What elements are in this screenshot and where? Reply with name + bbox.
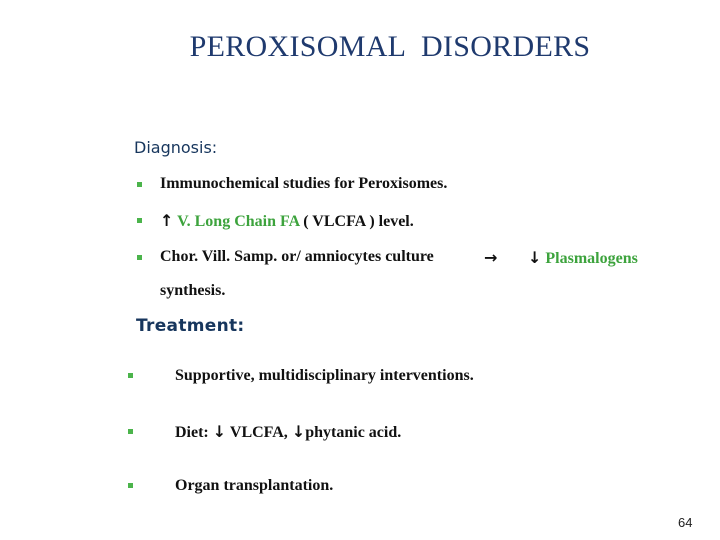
down-arrow-icon: ↓ (528, 248, 542, 267)
treatment-item-2 (175, 422, 401, 442)
bullet-icon (128, 373, 133, 378)
bullet-icon (137, 255, 142, 260)
diagnosis-item-2 (160, 211, 414, 231)
treatment-item-3: Organ transplantation. (175, 477, 334, 494)
diagnosis-item-3-text: Chor. Vill. Samp. or/ amniocytes culture (160, 248, 434, 265)
plasmalogens-text: Plasmalogens (545, 250, 638, 267)
diagnosis-item-3 (160, 248, 434, 266)
bullet-icon (137, 182, 142, 187)
right-arrow-icon: → (484, 248, 498, 267)
treatment-heading: Treatment: (136, 316, 245, 336)
diagnosis-item-1 (160, 175, 447, 193)
diagnosis-item-3-continuation: synthesis. (160, 282, 226, 299)
slide-title: PEROXISOMAL DISORDERS (189, 30, 591, 63)
up-arrow-icon: ↑ (160, 211, 174, 230)
diagnosis-item-1-text: Immunochemical studies for Peroxisomes. (160, 175, 448, 192)
phytanic-acid-text: phytanic acid. (305, 424, 402, 441)
bullet-icon (128, 483, 133, 488)
down-arrow-icon: ↓ (212, 422, 227, 441)
bullet-icon (128, 429, 133, 434)
diagnosis-heading: Diagnosis: (134, 138, 218, 157)
vlcfa-text: VLCFA, (226, 424, 292, 441)
diet-prefix: Diet: (175, 424, 213, 441)
page-number: 64 (678, 515, 693, 530)
diagnosis-item-3-result (528, 248, 638, 268)
bullet-icon (137, 218, 142, 223)
treatment-item-1: Supportive, multidisciplinary interventions. (175, 367, 474, 384)
diagnosis-item-2-text: ( VLCFA ) level. (299, 213, 414, 230)
down-arrow-icon: ↓ (291, 422, 306, 441)
diagnosis-item-2-highlight: V. Long Chain FA (177, 213, 300, 230)
